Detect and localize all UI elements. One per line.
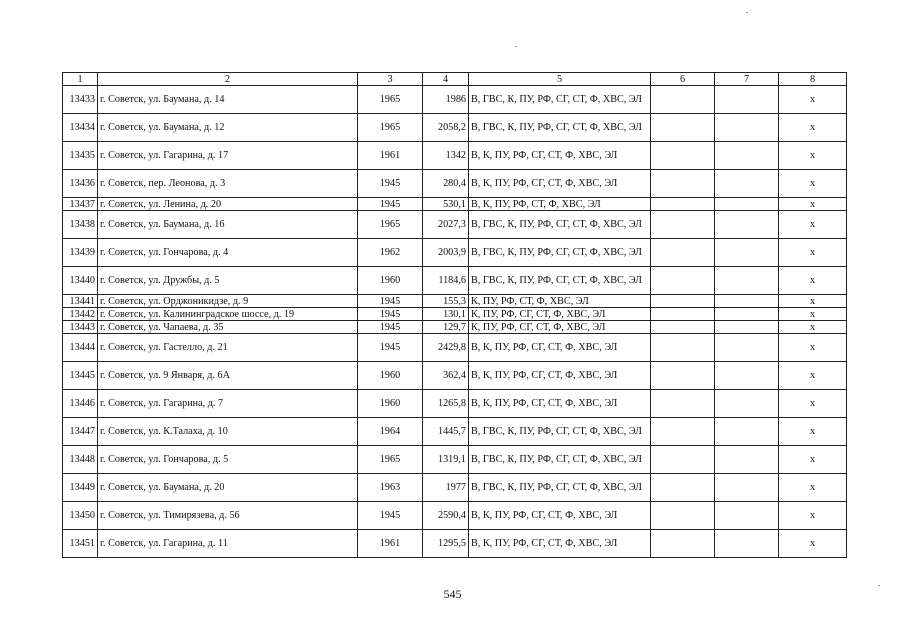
year-cell: 1945 (358, 295, 423, 308)
row-number: 13448 (63, 446, 98, 474)
mark-cell: х (779, 295, 847, 308)
year-cell: 1945 (358, 334, 423, 362)
column-6-cell (651, 390, 715, 418)
row-number: 13436 (63, 170, 98, 198)
row-number: 13446 (63, 390, 98, 418)
utilities-cell: К, ПУ, РФ, СГ, СТ, Ф, ХВС, ЭЛ (469, 308, 651, 321)
year-cell: 1964 (358, 418, 423, 446)
row-number: 13443 (63, 321, 98, 334)
row-number: 13447 (63, 418, 98, 446)
column-6-cell (651, 530, 715, 558)
utilities-cell: В, К, ПУ, РФ, СТ, Ф, ХВС, ЭЛ (469, 198, 651, 211)
utilities-cell: К, ПУ, РФ, СТ, Ф, ХВС, ЭЛ (469, 295, 651, 308)
mark-cell: х (779, 86, 847, 114)
year-cell: 1945 (358, 170, 423, 198)
year-cell: 1961 (358, 530, 423, 558)
scan-speck (878, 585, 880, 586)
table-row (63, 142, 847, 170)
row-number: 13433 (63, 86, 98, 114)
table-row (63, 267, 847, 295)
table-header-row (63, 73, 847, 86)
row-number: 13445 (63, 362, 98, 390)
column-header: 6 (651, 73, 715, 86)
utilities-cell: К, ПУ, РФ, СГ, СТ, Ф, ХВС, ЭЛ (469, 321, 651, 334)
row-number: 13442 (63, 308, 98, 321)
year-cell: 1965 (358, 446, 423, 474)
table-row (63, 295, 847, 308)
table-row (63, 86, 847, 114)
table-row (63, 114, 847, 142)
column-6-cell (651, 321, 715, 334)
table-row (63, 502, 847, 530)
table-row (63, 198, 847, 211)
address-cell: г. Советск, ул. Тимирязева, д. 56 (98, 502, 358, 530)
address-cell: г. Советск, ул. Гагарина, д. 7 (98, 390, 358, 418)
utilities-cell: В, К, ПУ, РФ, СГ, СТ, Ф, ХВС, ЭЛ (469, 142, 651, 170)
address-cell: г. Советск, ул. Гагарина, д. 11 (98, 530, 358, 558)
row-number: 13437 (63, 198, 98, 211)
column-6-cell (651, 239, 715, 267)
utilities-cell: В, ГВС, К, ПУ, РФ, СГ, СТ, Ф, ХВС, ЭЛ (469, 86, 651, 114)
mark-cell: х (779, 142, 847, 170)
row-number: 13449 (63, 474, 98, 502)
area-cell: 1319,1 (423, 446, 469, 474)
mark-cell: х (779, 362, 847, 390)
address-cell: г. Советск, ул. Дружбы, д. 5 (98, 267, 358, 295)
area-cell: 1986 (423, 86, 469, 114)
mark-cell: х (779, 114, 847, 142)
column-7-cell (715, 267, 779, 295)
column-7-cell (715, 170, 779, 198)
column-header: 7 (715, 73, 779, 86)
address-cell: г. Советск, ул. Баумана, д. 16 (98, 211, 358, 239)
area-cell: 129,7 (423, 321, 469, 334)
area-cell: 155,3 (423, 295, 469, 308)
column-7-cell (715, 321, 779, 334)
year-cell: 1960 (358, 362, 423, 390)
column-7-cell (715, 211, 779, 239)
column-7-cell (715, 239, 779, 267)
column-6-cell (651, 334, 715, 362)
utilities-cell: В, ГВС, К, ПУ, РФ, СГ, СТ, Ф, ХВС, ЭЛ (469, 239, 651, 267)
mark-cell: х (779, 308, 847, 321)
address-cell: г. Советск, ул. Гончарова, д. 4 (98, 239, 358, 267)
year-cell: 1961 (358, 142, 423, 170)
column-6-cell (651, 502, 715, 530)
column-7-cell (715, 418, 779, 446)
utilities-cell: В, К, ПУ, РФ, СГ, СТ, Ф, ХВС, ЭЛ (469, 502, 651, 530)
year-cell: 1965 (358, 114, 423, 142)
area-cell: 2003,9 (423, 239, 469, 267)
area-cell: 1445,7 (423, 418, 469, 446)
column-7-cell (715, 334, 779, 362)
utilities-cell: В, ГВС, К, ПУ, РФ, СГ, СТ, Ф, ХВС, ЭЛ (469, 114, 651, 142)
address-cell: г. Советск, ул. К.Талаха, д. 10 (98, 418, 358, 446)
year-cell: 1945 (358, 198, 423, 211)
table-row (63, 170, 847, 198)
table-row (63, 530, 847, 558)
year-cell: 1965 (358, 86, 423, 114)
area-cell: 530,1 (423, 198, 469, 211)
table-body (63, 86, 847, 558)
table-row (63, 362, 847, 390)
address-cell: г. Советск, ул. Чапаева, д. 35 (98, 321, 358, 334)
table-row (63, 321, 847, 334)
utilities-cell: В, ГВС, К, ПУ, РФ, СГ, СТ, Ф, ХВС, ЭЛ (469, 211, 651, 239)
column-6-cell (651, 308, 715, 321)
mark-cell: х (779, 321, 847, 334)
utilities-cell: В, К, ПУ, РФ, СГ, СТ, Ф, ХВС, ЭЛ (469, 170, 651, 198)
column-header: 8 (779, 73, 847, 86)
utilities-cell: В, К, ПУ, РФ, СГ, СТ, Ф, ХВС, ЭЛ (469, 334, 651, 362)
table-row (63, 446, 847, 474)
address-cell: г. Советск, пер. Леонова, д. 3 (98, 170, 358, 198)
year-cell: 1962 (358, 239, 423, 267)
address-cell: г. Советск, ул. Орджоникидзе, д. 9 (98, 295, 358, 308)
utilities-cell: В, ГВС, К, ПУ, РФ, СГ, СТ, Ф, ХВС, ЭЛ (469, 474, 651, 502)
address-cell: г. Советск, ул. Баумана, д. 20 (98, 474, 358, 502)
mark-cell: х (779, 502, 847, 530)
column-6-cell (651, 418, 715, 446)
address-cell: г. Советск, ул. Гончарова, д. 5 (98, 446, 358, 474)
column-7-cell (715, 362, 779, 390)
column-7-cell (715, 114, 779, 142)
year-cell: 1945 (358, 321, 423, 334)
column-7-cell (715, 86, 779, 114)
row-number: 13440 (63, 267, 98, 295)
column-header: 3 (358, 73, 423, 86)
column-6-cell (651, 86, 715, 114)
utilities-cell: В, ГВС, К, ПУ, РФ, СГ, СТ, Ф, ХВС, ЭЛ (469, 418, 651, 446)
scan-speck (746, 12, 748, 13)
column-6-cell (651, 474, 715, 502)
year-cell: 1945 (358, 502, 423, 530)
column-7-cell (715, 390, 779, 418)
area-cell: 1977 (423, 474, 469, 502)
table-row (63, 474, 847, 502)
column-7-cell (715, 530, 779, 558)
area-cell: 2027,3 (423, 211, 469, 239)
area-cell: 130,1 (423, 308, 469, 321)
address-cell: г. Советск, ул. Ленина, д. 20 (98, 198, 358, 211)
row-number: 13451 (63, 530, 98, 558)
mark-cell: х (779, 267, 847, 295)
row-number: 13439 (63, 239, 98, 267)
area-cell: 280,4 (423, 170, 469, 198)
area-cell: 1342 (423, 142, 469, 170)
row-number: 13434 (63, 114, 98, 142)
column-6-cell (651, 295, 715, 308)
table-row (63, 418, 847, 446)
table-row (63, 334, 847, 362)
column-6-cell (651, 170, 715, 198)
year-cell: 1945 (358, 308, 423, 321)
column-7-cell (715, 198, 779, 211)
mark-cell: х (779, 239, 847, 267)
row-number: 13435 (63, 142, 98, 170)
area-cell: 362,4 (423, 362, 469, 390)
utilities-cell: В, ГВС, К, ПУ, РФ, СГ, СТ, Ф, ХВС, ЭЛ (469, 267, 651, 295)
column-6-cell (651, 211, 715, 239)
area-cell: 1295,5 (423, 530, 469, 558)
mark-cell: х (779, 198, 847, 211)
mark-cell: х (779, 170, 847, 198)
table-row (63, 239, 847, 267)
column-7-cell (715, 308, 779, 321)
table-row (63, 211, 847, 239)
address-cell: г. Советск, ул. Гастелло, д. 21 (98, 334, 358, 362)
column-7-cell (715, 502, 779, 530)
year-cell: 1960 (358, 390, 423, 418)
column-6-cell (651, 114, 715, 142)
row-number: 13444 (63, 334, 98, 362)
column-6-cell (651, 362, 715, 390)
column-6-cell (651, 267, 715, 295)
column-7-cell (715, 142, 779, 170)
row-number: 13438 (63, 211, 98, 239)
mark-cell: х (779, 390, 847, 418)
column-7-cell (715, 474, 779, 502)
column-header: 2 (98, 73, 358, 86)
area-cell: 2590,4 (423, 502, 469, 530)
area-cell: 2429,8 (423, 334, 469, 362)
address-cell: г. Советск, ул. Баумана, д. 12 (98, 114, 358, 142)
column-6-cell (651, 142, 715, 170)
area-cell: 1184,6 (423, 267, 469, 295)
mark-cell: х (779, 418, 847, 446)
mark-cell: х (779, 211, 847, 239)
address-cell: г. Советск, ул. Калининградское шоссе, д. 19 (98, 308, 358, 321)
column-6-cell (651, 446, 715, 474)
year-cell: 1960 (358, 267, 423, 295)
utilities-cell: В, К, ПУ, РФ, СГ, СТ, Ф, ХВС, ЭЛ (469, 530, 651, 558)
utilities-cell: В, К, ПУ, РФ, СГ, СТ, Ф, ХВС, ЭЛ (469, 362, 651, 390)
column-header: 5 (469, 73, 651, 86)
mark-cell: х (779, 334, 847, 362)
mark-cell: х (779, 474, 847, 502)
column-header: 1 (63, 73, 98, 86)
column-header: 4 (423, 73, 469, 86)
utilities-cell: В, К, ПУ, РФ, СГ, СТ, Ф, ХВС, ЭЛ (469, 390, 651, 418)
page-number: 545 (443, 587, 462, 601)
scan-speck (515, 46, 517, 47)
column-7-cell (715, 295, 779, 308)
mark-cell: х (779, 446, 847, 474)
row-number: 13450 (63, 502, 98, 530)
mark-cell: х (779, 530, 847, 558)
year-cell: 1965 (358, 211, 423, 239)
column-6-cell (651, 198, 715, 211)
utilities-cell: В, ГВС, К, ПУ, РФ, СГ, СТ, Ф, ХВС, ЭЛ (469, 446, 651, 474)
area-cell: 2058,2 (423, 114, 469, 142)
address-cell: г. Советск, ул. Баумана, д. 14 (98, 86, 358, 114)
area-cell: 1265,8 (423, 390, 469, 418)
table-row (63, 390, 847, 418)
year-cell: 1963 (358, 474, 423, 502)
building-registry-table (62, 72, 847, 558)
column-7-cell (715, 446, 779, 474)
address-cell: г. Советск, ул. Гагарина, д. 17 (98, 142, 358, 170)
table-row (63, 308, 847, 321)
address-cell: г. Советск, ул. 9 Января, д. 6А (98, 362, 358, 390)
row-number: 13441 (63, 295, 98, 308)
